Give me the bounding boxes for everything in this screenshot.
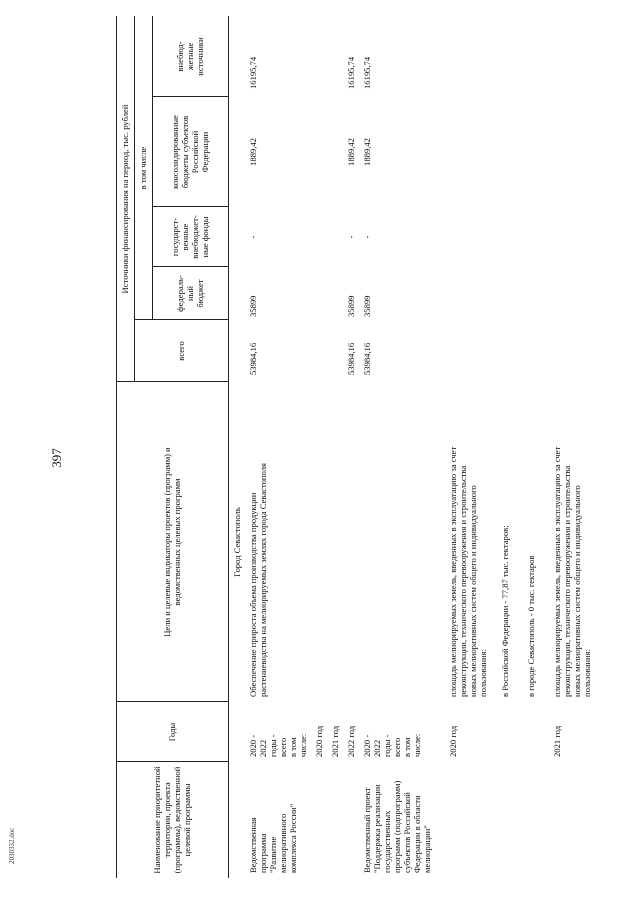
- prog2-state-funds: -: [362, 235, 372, 239]
- header-total: всего: [176, 341, 186, 361]
- prog2-years: 2020 - 2022 годы - всего в том числе:: [362, 733, 422, 757]
- region-title: Город Севастополь: [232, 507, 242, 577]
- prog1-year-2022: 2022 год: [346, 725, 356, 757]
- prog2-year-2020: 2020 год: [448, 725, 458, 757]
- prog1-2022-federal: 35899: [346, 295, 356, 317]
- prog2-federal: 35899: [362, 295, 372, 317]
- prog2-2020-rf: в Российской Федерации - 77,87 тыс. гектаров;: [500, 525, 510, 697]
- table-rotated-container: [82, 16, 626, 878]
- prog1-state-funds: -: [248, 235, 258, 239]
- header-incl: в том числе: [138, 146, 148, 190]
- prog1-2022-total: 53984,16: [346, 342, 356, 375]
- prog1-name: Ведомственная программа "Развитие мелиоративного комплекса России": [248, 803, 298, 873]
- prog2-2021-goal: площадь мелиорируемых земель, введенных в эксплуатацию за счет реконструкции, технического перевооружения и строительства новых мелиоративных систем общего и индивидуального пользования:: [552, 446, 592, 697]
- prog2-2020-sev: в городе Севастополь - 0 тыс. гектаров: [526, 555, 536, 697]
- prog1-year-2021: 2021 год: [330, 725, 340, 757]
- prog1-year-2020: 2020 год: [314, 725, 324, 757]
- prog2-2020-goal: площадь мелиорируемых земель, введенных в эксплуатацию за счет реконструкции, технического перевооружения и строительства новых мелиоративных систем общего и индивидуального пользования:: [448, 446, 488, 697]
- prog1-2022-consolidated: 1889,42: [346, 138, 356, 166]
- prog1-goal: Обеспечение прироста объема производства продукции растениеводства на мелиорируемых землях города Севастополя: [248, 463, 268, 697]
- doc-footer: 2030332.doc: [8, 827, 16, 864]
- prog2-extra: 16195,74: [362, 56, 372, 89]
- prog1-2022-extra: 16195,74: [346, 56, 356, 89]
- page-number: 397: [49, 448, 64, 468]
- prog1-total: 53984,16: [248, 342, 258, 375]
- header-federal: федераль- ный бюджет: [175, 275, 205, 312]
- header-state-funds: государст- венные внебюджет- ные фонды: [170, 215, 210, 259]
- prog2-name: Ведомственный проект "Поддержка реализации государственных программ (подпрограмм) субъектов Российской Федерации в области мелиорации": [362, 780, 432, 873]
- prog1-2022-state-funds: -: [346, 235, 356, 239]
- prog1-years: 2020 - 2022 годы - всего в том числе:: [248, 733, 308, 757]
- rule-header-bottom: [228, 16, 229, 878]
- header-name: Наименование приоритетной территории, проекта (программы), ведомственной целевой программы: [152, 766, 192, 874]
- prog1-federal: 35899: [248, 295, 258, 317]
- prog1-consolidated: 1889,42: [248, 138, 258, 166]
- prog2-consolidated: 1889,42: [362, 138, 372, 166]
- header-years: Годы: [167, 722, 177, 742]
- funding-table: [82, 16, 626, 878]
- header-goals: Цели и целевые индикаторы проектов (программ) и ведомственных целевых программ: [162, 447, 182, 637]
- header-funding: Источники финансирования на период, тыс. рублей: [120, 104, 130, 294]
- header-extra: внебюд- жетные источники: [175, 37, 205, 76]
- prog1-extra: 16195,74: [248, 56, 258, 89]
- prog2-year-2021: 2021 год: [552, 725, 562, 757]
- prog2-total: 53984,16: [362, 342, 372, 375]
- header-consolidated: консолидированные бюджеты субъектов Российской Федерации: [170, 115, 210, 189]
